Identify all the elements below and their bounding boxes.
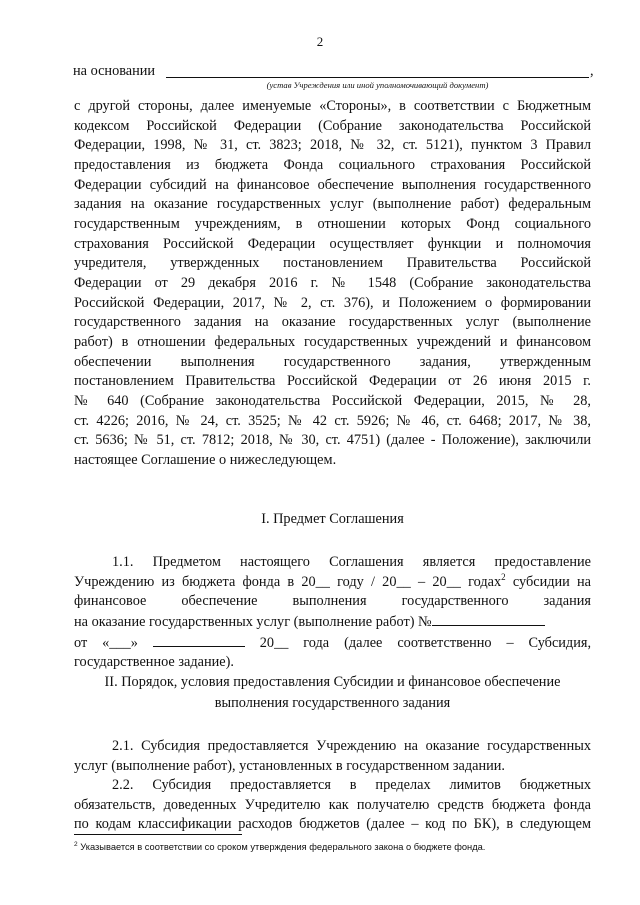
footnote-divider: [74, 834, 242, 835]
text-line: на оказание государственных услуг (выполнение работ) №: [74, 612, 591, 633]
section-1-title: I. Предмет Соглашения: [261, 511, 404, 527]
section-2-title: II. Порядок, условия предоставления Субсидии и финансовое обеспечение выполнения государственного задания: [104, 674, 561, 711]
text-line: обеспечении выполнения государственного задания, утвержденным: [74, 353, 591, 370]
paragraph-1-1: [74, 553, 591, 673]
text-line: постановлением Правительства Российской Федерации от 26 июня 2015 г.: [74, 373, 591, 390]
basis-note: (устав Учреждения или иной уполномочивающий документ): [266, 80, 489, 90]
text-line: с другой стороны, далее именуемые «Стороны», в соответствии с Бюджетным: [74, 98, 591, 114]
footnote-ref: 2: [501, 571, 506, 582]
text-line: ст. 4226; 2016, № 24, ст. 3525; № 42 ст. 5926; № 46, ст. 6468; 2017, № 38,: [74, 412, 591, 429]
basis-label: на основании: [73, 63, 156, 79]
text-line: Российской Федерации, 2017, № 2, ст. 376), и Положением о формировании: [74, 294, 591, 311]
text-line: государственное задание).: [74, 654, 234, 671]
text-line: работ) в отношении федеральных государственных учреждений и финансовом: [74, 333, 591, 350]
text-line: 1.1. Предметом настоящего Соглашения является предоставление: [112, 554, 591, 570]
text-line: № 640 (Собрание законодательства Российской Федерации, 2015, № 28,: [74, 392, 591, 409]
text-line: услуг (выполнение работ), установленных в государственном задании.: [74, 757, 505, 774]
text-line: Федерации от 29 декабря 2016 г. № 1548 (Собрание законодательства: [74, 274, 591, 291]
basis-fill-line: [166, 77, 589, 78]
text-line: государственного задания на оказание государственных услуг (выполнение: [74, 314, 591, 331]
text-line: финансовое обеспечение выполнения государственного задания: [74, 593, 591, 610]
text-line: Федерации, 1998, № 31, ст. 3823; 2018, № 32, ст. 5121), пунктом 3 Правил: [74, 137, 591, 154]
text-line: государственным учреждениям, в отношении которых Фонд социального: [74, 215, 591, 232]
basis-comma: ,: [590, 63, 594, 79]
text-line: задания на оказание государственных услуг (выполнение работ) федеральным: [74, 196, 591, 213]
text-line: предоставления из бюджета Фонда социального страхования Российской: [74, 156, 591, 173]
text-line: 2.1. Субсидия предоставляется Учреждению на оказание государственных: [112, 738, 591, 754]
text-line: Федерации субсидий на финансовое обеспечение выполнения государственного: [74, 176, 591, 193]
month-blank: [153, 633, 245, 647]
text-line: по кодам классификации расходов бюджетов (далее – код по БК), в следующем: [74, 816, 591, 833]
number-blank: [432, 612, 545, 626]
paragraph-2-1: [74, 737, 591, 776]
text-line: 2.2. Субсидия предоставляется в пределах лимитов бюджетных: [112, 777, 591, 793]
text-line: учредителя, утвержденных постановлением Правительства Российской: [74, 255, 591, 272]
page-number: 2: [316, 34, 324, 49]
text-line: страхования Российской Федерации осуществляет функции и полномочия: [74, 235, 591, 252]
preamble-paragraph: [74, 97, 591, 470]
text-line: ст. 5636; № 51, ст. 7812; 2018, № 30, ст. 4751) (далее - Положение), заключили: [74, 432, 591, 449]
paragraph-2-2: [74, 776, 591, 835]
text-line: от «___» 20__ года (далее соответственно – Субсидия,: [74, 634, 592, 651]
text-line: обязательств, доведенных Учредителю как получателю средств бюджета фонда: [74, 796, 591, 813]
text-line: кодексом Российской Федерации (Собрание законодательства Российской: [74, 117, 591, 134]
text-line: Учреждению из бюджета фонда в 20__ году / 20__ – 20__ годах$^2$ субсидии на: [74, 571, 591, 590]
footnote: $^2$ Указывается в соответствии со сроком утверждения федерального закона о бюджете фонда.: [74, 840, 486, 852]
text-line: настоящее Соглашение о нижеследующем.: [74, 451, 337, 468]
